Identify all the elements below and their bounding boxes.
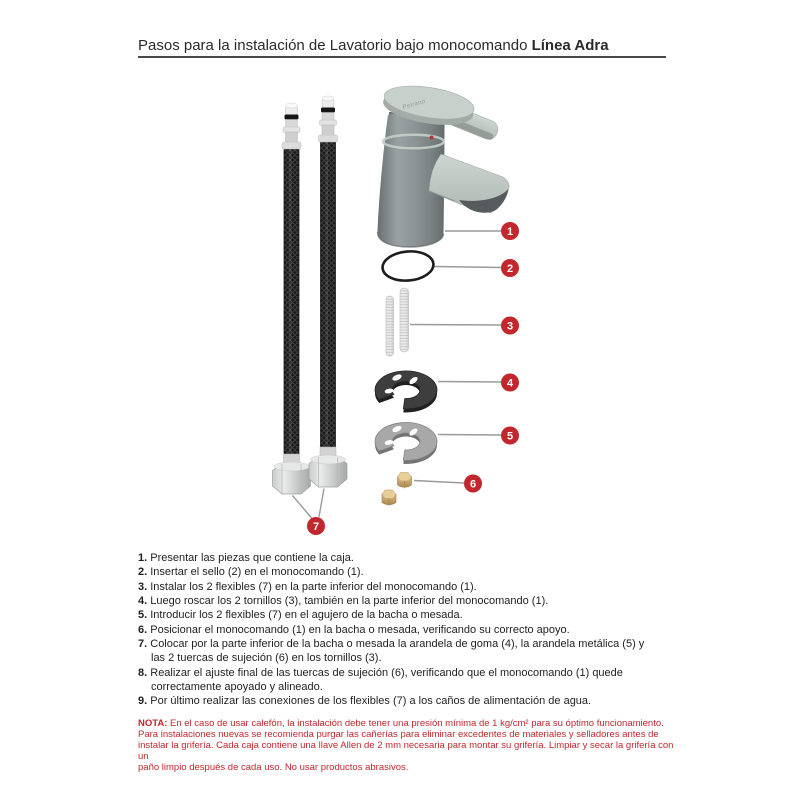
parts-diagram xyxy=(130,80,550,550)
step-number: 1. xyxy=(138,552,148,564)
brass-nut-2 xyxy=(382,490,396,506)
instructions-list xyxy=(138,551,684,709)
flex-hose-right xyxy=(309,96,347,487)
hose-cap-top xyxy=(286,103,298,108)
hose-collar-1 xyxy=(320,120,337,126)
note-line-3: instalar la grifería. Cada caja contiene una llave Allen de 2 mm necesaria para montar su grifería. Limpiar y secar la grifería con un xyxy=(138,739,674,762)
rubber-washer-face xyxy=(375,371,437,409)
callout-7-num: 7 xyxy=(312,520,320,533)
hose-hex-nut-top xyxy=(274,462,309,471)
step-number: 9. xyxy=(138,695,148,708)
nut-top-face xyxy=(398,473,412,482)
callout-5 xyxy=(501,427,519,445)
instruction-step-8 xyxy=(138,666,684,695)
leader-line-6 xyxy=(414,481,464,484)
hose-highlight xyxy=(289,148,292,456)
hose-barrel xyxy=(322,113,334,121)
step-text: Colocar por la parte inferior de la bacha o mesada la arandela de goma (4), la arandela metálica (5) y xyxy=(150,638,645,651)
instruction-step-1 xyxy=(138,551,684,565)
callout-3-num: 3 xyxy=(506,320,514,333)
step-text: Instalar los 2 flexibles (7) en la parte inferior del monocomando (1). xyxy=(150,580,477,593)
note-block xyxy=(138,719,684,774)
callout-2-num: 2 xyxy=(506,262,514,275)
screw-right-shade xyxy=(407,291,409,349)
callout-1-num: 1 xyxy=(506,225,514,238)
hose-neck xyxy=(322,125,334,136)
flexible-hoses xyxy=(273,96,348,494)
metal-washer xyxy=(375,422,437,464)
leader-line-3 xyxy=(410,325,501,326)
step-text: Luego roscar los 2 tornillos (3), también en la parte inferior del monocomando (1). xyxy=(150,595,549,608)
step-text-continued: las 2 tuercas de sujeción (6) en los tornillos (3). xyxy=(151,652,382,665)
temp-indicator-dot xyxy=(430,136,434,140)
instruction-step-7 xyxy=(138,637,684,666)
leader-line-2 xyxy=(435,267,502,268)
callout-6-num: 6 xyxy=(469,478,477,491)
instruction-step-9 xyxy=(138,694,684,708)
callout-4-num: 4 xyxy=(506,377,514,390)
hose-cap-top xyxy=(322,96,334,101)
callout-2 xyxy=(501,259,519,277)
note-label: NOTA: xyxy=(138,718,168,729)
instruction-step-6 xyxy=(138,623,684,637)
hose-highlight xyxy=(326,141,329,449)
brass-nut-1 xyxy=(398,473,412,489)
hose-collar-2 xyxy=(319,135,338,142)
step-number: 5. xyxy=(138,609,148,622)
hose-collar-1 xyxy=(283,127,300,133)
instruction-step-4 xyxy=(138,594,684,608)
callout-1 xyxy=(501,222,519,240)
hose-barrel xyxy=(286,120,298,128)
note-line-2: Para instalaciones nuevas se recomienda purgar las cañerías para eliminar excedentes de materiales y selladores antes de xyxy=(138,728,659,740)
callout-5-num: 5 xyxy=(506,430,514,443)
rubber-washer xyxy=(375,371,437,413)
step-text: Presentar las piezas que contiene la caja. xyxy=(150,552,354,564)
step-number: 3. xyxy=(138,580,148,593)
step-number: 6. xyxy=(138,623,148,636)
step-text: Realizar el ajuste final de las tuercas de sujeción (6), verificando que el monocomando (1) quede xyxy=(150,666,623,679)
hose-hex-nut-top xyxy=(311,455,346,464)
brass-nuts xyxy=(382,473,412,507)
nut-top-face xyxy=(382,490,396,499)
page-title-regular: Pasos para la instalación de Lavatorio bajo monocomando xyxy=(138,37,532,54)
callout-7 xyxy=(307,517,325,535)
flex-hose-left xyxy=(273,103,311,494)
hose-oring-band xyxy=(321,108,335,113)
step-text: Insertar el sello (2) en el monocomando (1). xyxy=(150,566,364,579)
hose-collar-2 xyxy=(282,142,301,149)
note-text: En el caso de usar calefón, la instalación debe tener una presión mínima de 1 kg/cm² para su óptimo funcionamiento. xyxy=(170,718,664,729)
instruction-step-2 xyxy=(138,565,684,579)
note-line-4: paño limpio después de cada uso. No usar productos abrasivos. xyxy=(138,761,409,773)
callout-4 xyxy=(501,374,519,392)
o-ring-seal xyxy=(381,249,434,282)
metal-washer-face xyxy=(375,422,437,460)
instruction-step-5 xyxy=(138,608,684,622)
step-number: 2. xyxy=(138,566,148,579)
step-text: Introducir los 2 flexibles (7) en el agujero de la bacha o mesada. xyxy=(150,609,463,622)
page-title-line-name: Línea Adra xyxy=(531,37,609,54)
step-text: Por último realizar las conexiones de los flexibles (7) a los caños de alimentación de agua. xyxy=(150,695,592,708)
step-text-continued: correctamente apoyado y alineado. xyxy=(151,681,323,694)
faucet-monocomando xyxy=(378,81,510,247)
hose-oring-band xyxy=(285,115,299,120)
page-title xyxy=(138,37,609,54)
hose-neck xyxy=(286,132,298,143)
screw-left-shade xyxy=(392,299,394,353)
brand-logo-text: Peirano xyxy=(401,97,427,112)
title-divider xyxy=(138,56,666,58)
callout-3 xyxy=(501,317,519,335)
leader-line-5 xyxy=(438,435,501,436)
step-text: Posicionar el monocomando (1) en la bacha o mesada, verificando su correcto apoyo. xyxy=(150,623,570,636)
callout-6 xyxy=(464,475,482,493)
threaded-screws xyxy=(386,288,409,356)
step-number: 8. xyxy=(138,666,148,679)
instruction-step-3 xyxy=(138,580,684,594)
step-number: 4. xyxy=(138,595,148,608)
leader-line-4 xyxy=(438,382,501,383)
step-number: 7. xyxy=(138,638,148,651)
